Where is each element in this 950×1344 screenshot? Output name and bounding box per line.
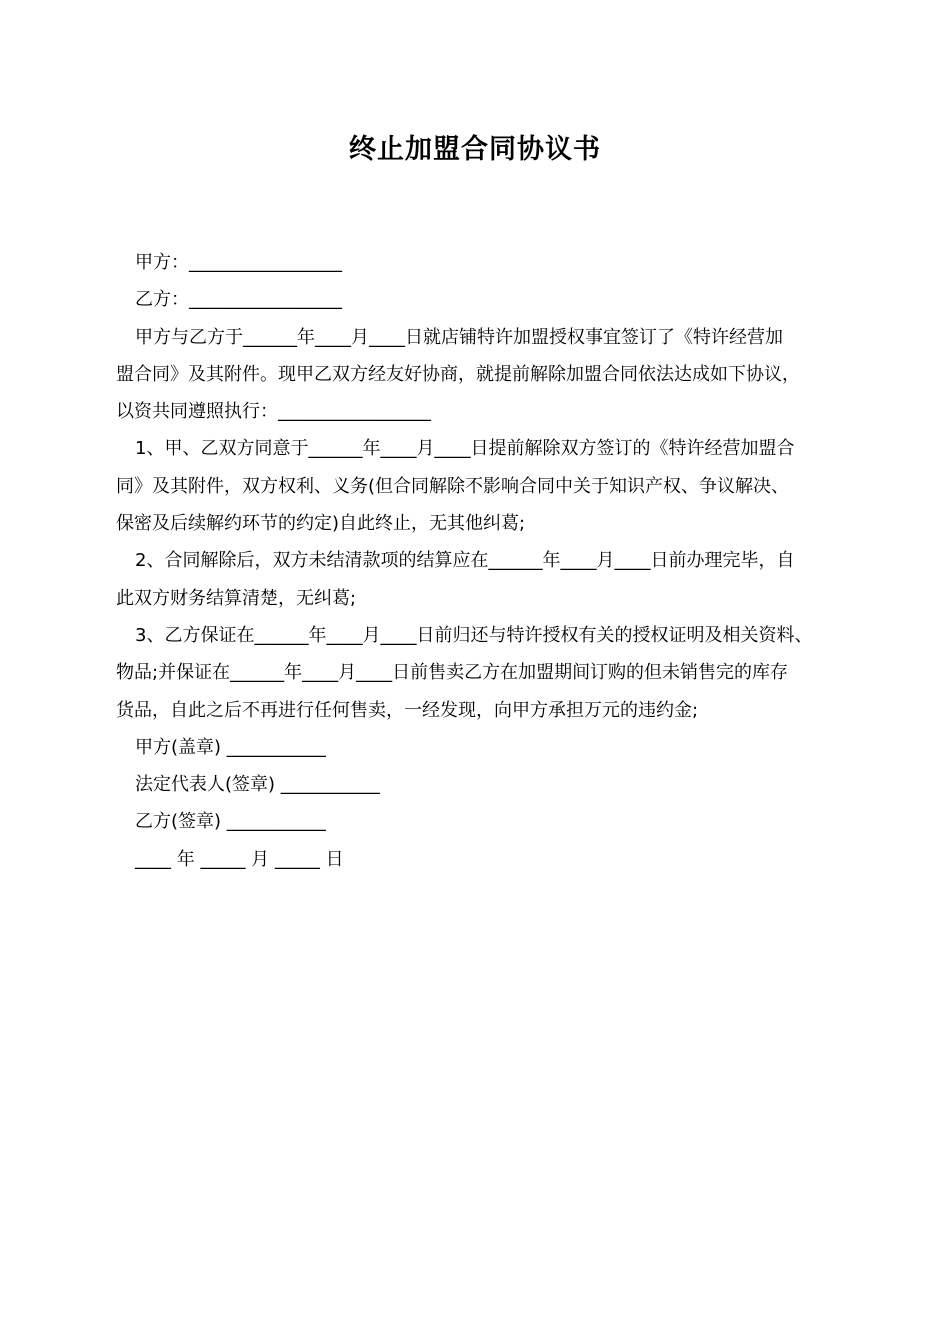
clause-1-line: 同》及其附件，双方权利、义务(但合同解除不影响合同中关于知识产权、争议解决、 (116, 475, 790, 497)
signature-date: ____ 年 _____ 月 _____ 日 (135, 848, 344, 870)
intro-paragraph (116, 319, 846, 431)
intro-line: 以资共同遵照执行：_________________ (116, 401, 431, 423)
party-b-line: 乙方：_________________ (135, 289, 342, 311)
document-title: 终止加盟合同协议书 (349, 134, 601, 165)
signature-party-a: 甲方(盖章) ___________ (135, 736, 326, 758)
clause-1-line: 1、甲、乙双方同意于______年____月____日提前解除双方签订的《特许经营加盟合 (135, 438, 795, 460)
clause-3 (116, 617, 846, 729)
clause-1-line: 保密及后续解约环节的约定)自此终止，无其他纠葛; (116, 513, 526, 535)
signature-legal-representative: 法定代表人(签章) ___________ (135, 774, 380, 796)
document-body (116, 244, 846, 878)
signature-party-b: 乙方(签章) ___________ (135, 811, 326, 833)
clause-2 (116, 542, 846, 617)
party-a-line: 甲方：_________________ (135, 252, 342, 273)
clause-2-line: 此双方财务结算清楚，无纠葛; (116, 587, 357, 609)
clause-2-line: 2、合同解除后，双方未结清款项的结算应在______年____月____日前办理完毕，自 (135, 550, 795, 572)
intro-line: 甲方与乙方于______年____月____日就店铺特许加盟授权事宜签订了《特许经营加 (135, 326, 783, 348)
clause-3-line: 货品，自此之后不再进行任何售卖，一经发现，向甲方承担万元的违约金; (116, 699, 699, 721)
clause-3-line: 3、乙方保证在______年____月____日前归还与特许授权有关的授权证明及相关资料、 (135, 624, 813, 646)
clause-3-line: 物品;并保证在______年____月____日前售卖乙方在加盟期间订购的但未销售完的库存 (116, 662, 789, 684)
clause-1 (116, 430, 846, 542)
intro-line: 盟合同》及其附件。现甲乙双方经友好协商，就提前解除加盟合同依法达成如下协议， (116, 363, 800, 385)
